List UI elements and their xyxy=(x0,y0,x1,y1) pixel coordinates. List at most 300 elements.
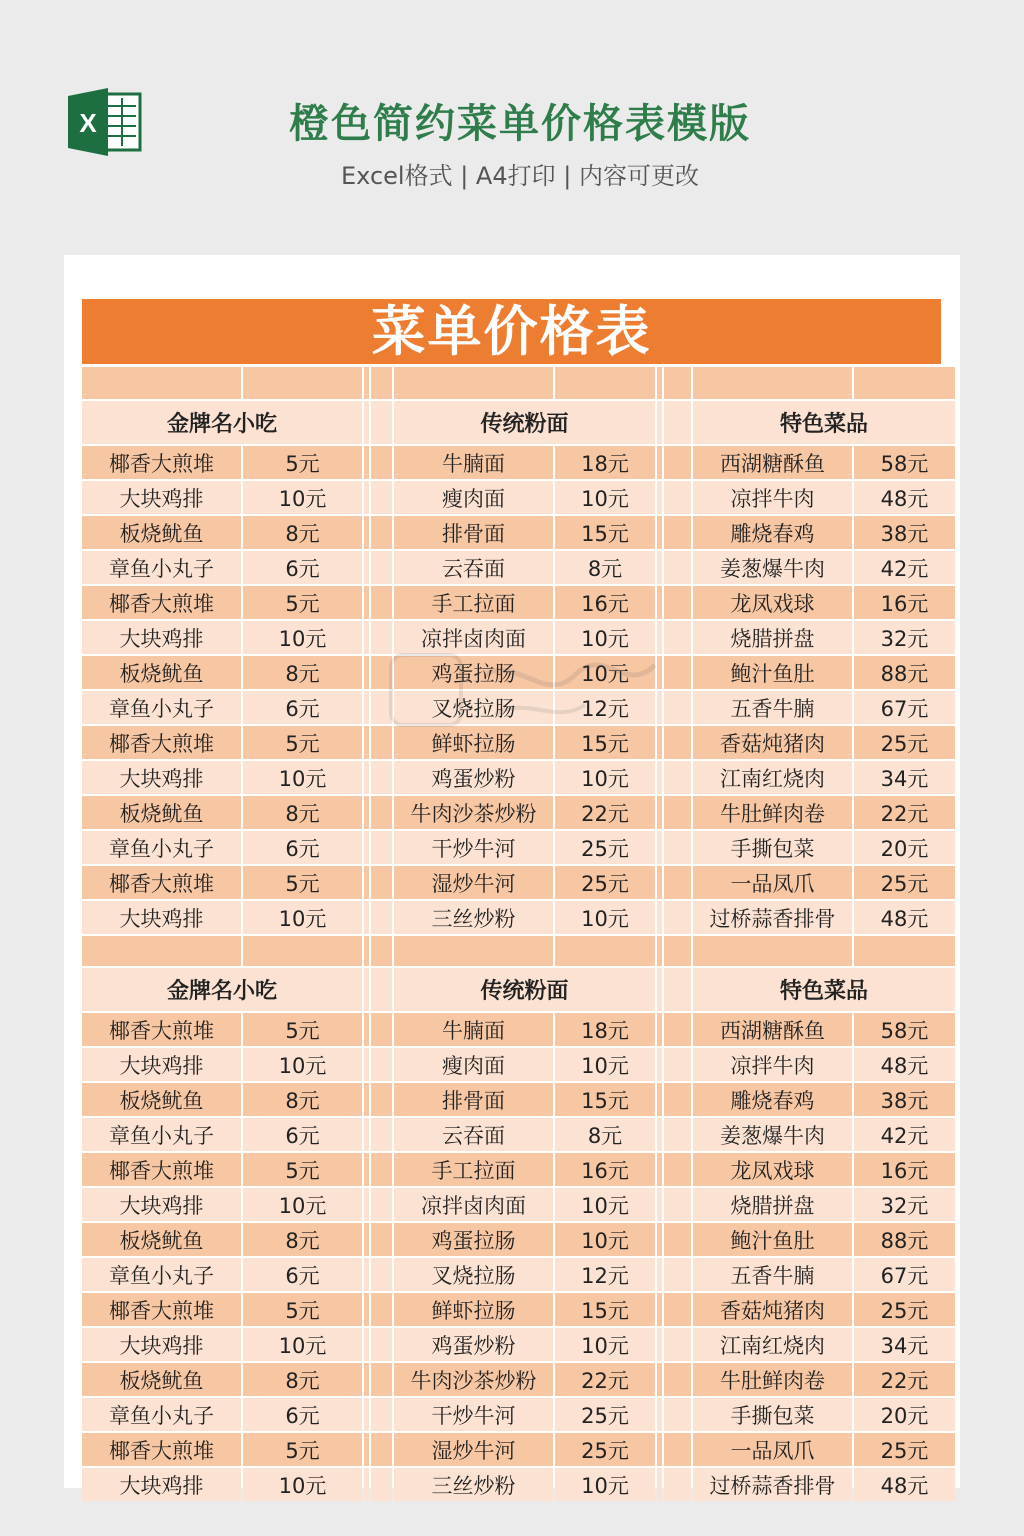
dish-price: 8元 xyxy=(555,1118,655,1151)
dish-name: 五香牛腩 xyxy=(693,1258,852,1291)
dish-name: 手撕包菜 xyxy=(693,1398,852,1431)
dish-price: 34元 xyxy=(854,1328,955,1361)
dish-name: 牛肚鲜肉卷 xyxy=(693,1363,852,1396)
spacer-cell xyxy=(664,1083,691,1116)
dish-name: 板烧鱿鱼 xyxy=(82,516,241,549)
spacer-cell xyxy=(371,796,392,829)
dish-name: 板烧鱿鱼 xyxy=(82,1363,241,1396)
dish-name: 椰香大煎堆 xyxy=(82,866,241,899)
spacer-cell xyxy=(664,1153,691,1186)
dish-name: 椰香大煎堆 xyxy=(82,1293,241,1326)
spacer-cell xyxy=(364,1013,369,1046)
dish-name: 鲜虾拉肠 xyxy=(394,726,553,759)
dish-name: 雕烧春鸡 xyxy=(693,1083,852,1116)
dish-price: 10元 xyxy=(555,1328,655,1361)
dish-price: 5元 xyxy=(243,726,362,759)
spacer-cell xyxy=(371,691,392,724)
spacer-cell xyxy=(364,621,369,654)
dish-price: 88元 xyxy=(854,1223,955,1256)
spacer-cell xyxy=(364,691,369,724)
blank-cell xyxy=(657,367,662,399)
dish-name: 鸡蛋拉肠 xyxy=(394,1223,553,1256)
spacer-cell xyxy=(364,968,369,1011)
dish-price: 12元 xyxy=(555,691,655,724)
dish-price: 22元 xyxy=(854,796,955,829)
menu-price-table xyxy=(82,367,942,1498)
dish-name: 章鱼小丸子 xyxy=(82,1118,241,1151)
page-subtitle: Excel格式 | A4打印 | 内容可更改 xyxy=(341,162,699,190)
dish-name: 三丝炒粉 xyxy=(394,1468,553,1501)
dish-name: 龙凤戏球 xyxy=(693,586,852,619)
dish-price: 32元 xyxy=(854,621,955,654)
dish-price: 15元 xyxy=(555,1083,655,1116)
dish-name: 过桥蒜香排骨 xyxy=(693,1468,852,1501)
dish-price: 25元 xyxy=(854,1433,955,1466)
dish-name: 江南红烧肉 xyxy=(693,1328,852,1361)
spacer-cell xyxy=(657,1118,662,1151)
dish-name: 大块鸡排 xyxy=(82,1468,241,1501)
spacer-cell xyxy=(364,1328,369,1361)
spacer-cell xyxy=(657,446,662,479)
dish-price: 8元 xyxy=(555,551,655,584)
spacer-cell xyxy=(364,1363,369,1396)
spacer-cell xyxy=(364,586,369,619)
spacer-cell xyxy=(371,726,392,759)
dish-price: 5元 xyxy=(243,586,362,619)
dish-price: 22元 xyxy=(854,1363,955,1396)
spacer-cell xyxy=(371,1398,392,1431)
spacer-cell xyxy=(657,1153,662,1186)
spacer-cell xyxy=(664,481,691,514)
dish-name: 手撕包菜 xyxy=(693,831,852,864)
spacer-cell xyxy=(364,1223,369,1256)
blank-cell xyxy=(243,367,362,399)
dish-name: 西湖糖酥鱼 xyxy=(693,446,852,479)
blank-cell xyxy=(371,367,392,399)
spacer-cell xyxy=(664,831,691,864)
dish-price: 10元 xyxy=(555,761,655,794)
spacer-cell xyxy=(657,1083,662,1116)
dish-name: 五香牛腩 xyxy=(693,691,852,724)
dish-name: 牛肉沙茶炒粉 xyxy=(394,796,553,829)
dish-price: 42元 xyxy=(854,551,955,584)
dish-name: 江南红烧肉 xyxy=(693,761,852,794)
dish-name: 鲍汁鱼肚 xyxy=(693,656,852,689)
spacer-cell xyxy=(371,761,392,794)
dish-price: 48元 xyxy=(854,481,955,514)
dish-name: 干炒牛河 xyxy=(394,1398,553,1431)
dish-price: 20元 xyxy=(854,1398,955,1431)
spacer-cell xyxy=(657,1293,662,1326)
dish-price: 5元 xyxy=(243,1153,362,1186)
spacer-cell xyxy=(657,551,662,584)
spacer-cell xyxy=(657,1433,662,1466)
dish-price: 10元 xyxy=(243,761,362,794)
dish-price: 34元 xyxy=(854,761,955,794)
dish-name: 烧腊拼盘 xyxy=(693,621,852,654)
menu-banner-title: 菜单价格表 xyxy=(82,299,941,364)
dish-price: 10元 xyxy=(555,1468,655,1501)
dish-price: 8元 xyxy=(243,796,362,829)
dish-name: 椰香大煎堆 xyxy=(82,726,241,759)
dish-price: 8元 xyxy=(243,516,362,549)
dish-price: 10元 xyxy=(243,1048,362,1081)
spacer-cell xyxy=(371,551,392,584)
dish-price: 10元 xyxy=(555,1223,655,1256)
spacer-cell xyxy=(664,621,691,654)
dish-price: 10元 xyxy=(243,901,362,934)
dish-name: 椰香大煎堆 xyxy=(82,1013,241,1046)
spacer-cell xyxy=(664,901,691,934)
spacer-cell xyxy=(364,1188,369,1221)
dish-name: 大块鸡排 xyxy=(82,1048,241,1081)
spacer-cell xyxy=(364,1048,369,1081)
blank-cell xyxy=(664,936,691,966)
spacer-cell xyxy=(371,1048,392,1081)
dish-price: 8元 xyxy=(243,1223,362,1256)
spacer-cell xyxy=(371,1468,392,1501)
dish-price: 10元 xyxy=(555,621,655,654)
spacer-cell xyxy=(657,401,662,444)
dish-price: 42元 xyxy=(854,1118,955,1151)
excel-logo-icon xyxy=(68,88,142,156)
spacer-cell xyxy=(664,1188,691,1221)
dish-price: 38元 xyxy=(854,1083,955,1116)
dish-name: 鲍汁鱼肚 xyxy=(693,1223,852,1256)
dish-name: 香菇炖猪肉 xyxy=(693,1293,852,1326)
dish-name: 云吞面 xyxy=(394,551,553,584)
dish-name: 凉拌卤肉面 xyxy=(394,1188,553,1221)
spacer-cell xyxy=(371,1223,392,1256)
dish-name: 章鱼小丸子 xyxy=(82,691,241,724)
category-header: 金牌名小吃 xyxy=(82,968,362,1011)
spacer-cell xyxy=(371,516,392,549)
spacer-cell xyxy=(364,796,369,829)
spacer-cell xyxy=(364,446,369,479)
dish-price: 5元 xyxy=(243,866,362,899)
dish-name: 一品凤爪 xyxy=(693,1433,852,1466)
dish-name: 板烧鱿鱼 xyxy=(82,796,241,829)
dish-price: 6元 xyxy=(243,691,362,724)
spacer-cell xyxy=(364,481,369,514)
dish-price: 6元 xyxy=(243,831,362,864)
page-title: 橙色简约菜单价格表模版 xyxy=(289,101,751,147)
spacer-cell xyxy=(657,1048,662,1081)
dish-price: 5元 xyxy=(243,1013,362,1046)
blank-cell xyxy=(854,367,955,399)
dish-name: 干炒牛河 xyxy=(394,831,553,864)
dish-name: 姜葱爆牛肉 xyxy=(693,1118,852,1151)
blank-cell xyxy=(82,936,241,966)
spacer-cell xyxy=(657,1223,662,1256)
spacer-cell xyxy=(664,1258,691,1291)
dish-price: 15元 xyxy=(555,726,655,759)
spacer-cell xyxy=(371,401,392,444)
spacer-cell xyxy=(371,866,392,899)
dish-name: 烧腊拼盘 xyxy=(693,1188,852,1221)
spacer-cell xyxy=(657,796,662,829)
dish-name: 手工拉面 xyxy=(394,586,553,619)
dish-price: 48元 xyxy=(854,1468,955,1501)
dish-name: 雕烧春鸡 xyxy=(693,516,852,549)
dish-price: 8元 xyxy=(243,656,362,689)
dish-name: 椰香大煎堆 xyxy=(82,1433,241,1466)
dish-price: 15元 xyxy=(555,516,655,549)
blank-cell xyxy=(371,936,392,966)
dish-name: 凉拌卤肉面 xyxy=(394,621,553,654)
dish-price: 10元 xyxy=(243,481,362,514)
spacer-cell xyxy=(371,901,392,934)
spacer-cell xyxy=(657,656,662,689)
dish-price: 18元 xyxy=(555,446,655,479)
dish-price: 5元 xyxy=(243,1293,362,1326)
spacer-cell xyxy=(371,831,392,864)
spacer-cell xyxy=(364,1258,369,1291)
spacer-cell xyxy=(664,1013,691,1046)
excel-logo-letter: X xyxy=(79,108,97,138)
dish-name: 瘦肉面 xyxy=(394,1048,553,1081)
dish-name: 大块鸡排 xyxy=(82,1188,241,1221)
spacer-cell xyxy=(371,656,392,689)
spacer-cell xyxy=(364,761,369,794)
blank-cell xyxy=(664,367,691,399)
spacer-cell xyxy=(657,1398,662,1431)
spacer-cell xyxy=(664,656,691,689)
blank-cell xyxy=(555,367,655,399)
spacer-cell xyxy=(364,516,369,549)
blank-cell xyxy=(657,936,662,966)
spacer-cell xyxy=(664,1363,691,1396)
spacer-cell xyxy=(371,1433,392,1466)
blank-cell xyxy=(693,367,852,399)
dish-name: 三丝炒粉 xyxy=(394,901,553,934)
dish-price: 22元 xyxy=(555,1363,655,1396)
dish-price: 10元 xyxy=(243,621,362,654)
dish-name: 凉拌牛肉 xyxy=(693,481,852,514)
dish-price: 18元 xyxy=(555,1013,655,1046)
blank-cell xyxy=(394,936,553,966)
dish-name: 章鱼小丸子 xyxy=(82,1398,241,1431)
spacer-cell xyxy=(371,968,392,1011)
spacer-cell xyxy=(657,866,662,899)
spacer-cell xyxy=(664,726,691,759)
header xyxy=(0,0,1024,250)
dish-name: 姜葱爆牛肉 xyxy=(693,551,852,584)
spacer-cell xyxy=(371,446,392,479)
dish-price: 67元 xyxy=(854,691,955,724)
dish-price: 32元 xyxy=(854,1188,955,1221)
spacer-cell xyxy=(664,968,691,1011)
spacer-cell xyxy=(657,1468,662,1501)
dish-name: 大块鸡排 xyxy=(82,901,241,934)
dish-name: 椰香大煎堆 xyxy=(82,446,241,479)
dish-price: 6元 xyxy=(243,551,362,584)
blank-cell xyxy=(82,367,241,399)
dish-price: 67元 xyxy=(854,1258,955,1291)
dish-name: 瘦肉面 xyxy=(394,481,553,514)
spacer-cell xyxy=(657,1258,662,1291)
dish-price: 10元 xyxy=(243,1188,362,1221)
dish-price: 48元 xyxy=(854,901,955,934)
dish-name: 鸡蛋炒粉 xyxy=(394,1328,553,1361)
dish-price: 58元 xyxy=(854,1013,955,1046)
dish-name: 章鱼小丸子 xyxy=(82,831,241,864)
spacer-cell xyxy=(657,1188,662,1221)
blank-cell xyxy=(364,367,369,399)
spacer-cell xyxy=(371,1293,392,1326)
dish-name: 香菇炖猪肉 xyxy=(693,726,852,759)
spacer-cell xyxy=(364,866,369,899)
spacer-cell xyxy=(371,1153,392,1186)
dish-name: 鲜虾拉肠 xyxy=(394,1293,553,1326)
blank-cell xyxy=(555,936,655,966)
dish-price: 10元 xyxy=(555,656,655,689)
dish-name: 板烧鱿鱼 xyxy=(82,656,241,689)
dish-name: 叉烧拉肠 xyxy=(394,1258,553,1291)
dish-price: 16元 xyxy=(555,586,655,619)
spacer-cell xyxy=(364,831,369,864)
dish-price: 5元 xyxy=(243,446,362,479)
category-header: 金牌名小吃 xyxy=(82,401,362,444)
dish-price: 16元 xyxy=(854,586,955,619)
spacer-cell xyxy=(664,401,691,444)
dish-price: 10元 xyxy=(243,1468,362,1501)
dish-name: 牛肉沙茶炒粉 xyxy=(394,1363,553,1396)
dish-name: 叉烧拉肠 xyxy=(394,691,553,724)
spacer-cell xyxy=(657,516,662,549)
dish-price: 25元 xyxy=(555,1433,655,1466)
spacer-cell xyxy=(371,1363,392,1396)
dish-price: 10元 xyxy=(243,1328,362,1361)
dish-name: 手工拉面 xyxy=(394,1153,553,1186)
dish-price: 38元 xyxy=(854,516,955,549)
dish-price: 5元 xyxy=(243,1433,362,1466)
spacer-cell xyxy=(664,796,691,829)
spacer-cell xyxy=(657,968,662,1011)
dish-name: 大块鸡排 xyxy=(82,1328,241,1361)
dish-name: 湿炒牛河 xyxy=(394,1433,553,1466)
category-header: 传统粉面 xyxy=(394,401,655,444)
spacer-cell xyxy=(664,1328,691,1361)
dish-price: 10元 xyxy=(555,901,655,934)
dish-name: 牛肚鲜肉卷 xyxy=(693,796,852,829)
spacer-cell xyxy=(657,481,662,514)
dish-price: 16元 xyxy=(854,1153,955,1186)
spacer-cell xyxy=(371,1083,392,1116)
spacer-cell xyxy=(664,551,691,584)
blank-cell xyxy=(394,367,553,399)
dish-name: 鸡蛋拉肠 xyxy=(394,656,553,689)
spacer-cell xyxy=(371,481,392,514)
dish-name: 龙凤戏球 xyxy=(693,1153,852,1186)
spacer-cell xyxy=(364,1083,369,1116)
category-header: 特色菜品 xyxy=(693,401,955,444)
spacer-cell xyxy=(364,1433,369,1466)
dish-name: 牛腩面 xyxy=(394,1013,553,1046)
category-header: 特色菜品 xyxy=(693,968,955,1011)
dish-name: 椰香大煎堆 xyxy=(82,1153,241,1186)
spacer-cell xyxy=(364,401,369,444)
dish-name: 云吞面 xyxy=(394,1118,553,1151)
dish-price: 88元 xyxy=(854,656,955,689)
dish-name: 牛腩面 xyxy=(394,446,553,479)
dish-name: 章鱼小丸子 xyxy=(82,1258,241,1291)
dish-price: 8元 xyxy=(243,1363,362,1396)
dish-name: 大块鸡排 xyxy=(82,481,241,514)
spacer-cell xyxy=(364,1468,369,1501)
dish-price: 15元 xyxy=(555,1293,655,1326)
blank-cell xyxy=(243,936,362,966)
spacer-cell xyxy=(664,1398,691,1431)
dish-price: 6元 xyxy=(243,1118,362,1151)
dish-name: 鸡蛋炒粉 xyxy=(394,761,553,794)
dish-name: 板烧鱿鱼 xyxy=(82,1223,241,1256)
spacer-cell xyxy=(371,1258,392,1291)
dish-name: 章鱼小丸子 xyxy=(82,551,241,584)
dish-price: 48元 xyxy=(854,1048,955,1081)
dish-price: 16元 xyxy=(555,1153,655,1186)
spacer-cell xyxy=(664,516,691,549)
spacer-cell xyxy=(657,1363,662,1396)
spacer-cell xyxy=(664,866,691,899)
spacer-cell xyxy=(371,621,392,654)
dish-name: 板烧鱿鱼 xyxy=(82,1083,241,1116)
spacer-cell xyxy=(371,1013,392,1046)
spacer-cell xyxy=(657,621,662,654)
spacer-cell xyxy=(657,691,662,724)
spacer-cell xyxy=(657,726,662,759)
spacer-cell xyxy=(657,761,662,794)
dish-price: 20元 xyxy=(854,831,955,864)
spacer-cell xyxy=(364,1118,369,1151)
dish-price: 8元 xyxy=(243,1083,362,1116)
dish-price: 12元 xyxy=(555,1258,655,1291)
spacer-cell xyxy=(364,1398,369,1431)
dish-price: 22元 xyxy=(555,796,655,829)
category-header: 传统粉面 xyxy=(394,968,655,1011)
dish-name: 椰香大煎堆 xyxy=(82,586,241,619)
spacer-cell xyxy=(664,761,691,794)
spacer-cell xyxy=(364,1293,369,1326)
spacer-cell xyxy=(364,656,369,689)
spacer-cell xyxy=(371,1328,392,1361)
spacer-cell xyxy=(664,1433,691,1466)
blank-cell xyxy=(854,936,955,966)
dish-name: 排骨面 xyxy=(394,1083,553,1116)
dish-price: 10元 xyxy=(555,481,655,514)
spacer-cell xyxy=(657,1328,662,1361)
spacer-cell xyxy=(364,726,369,759)
spacer-cell xyxy=(664,1293,691,1326)
dish-name: 过桥蒜香排骨 xyxy=(693,901,852,934)
spacer-cell xyxy=(364,1153,369,1186)
spacer-cell xyxy=(657,586,662,619)
spacer-cell xyxy=(664,586,691,619)
dish-price: 10元 xyxy=(555,1188,655,1221)
dish-price: 6元 xyxy=(243,1258,362,1291)
dish-price: 25元 xyxy=(854,726,955,759)
spacer-cell xyxy=(664,1223,691,1256)
spacer-cell xyxy=(371,1118,392,1151)
dish-price: 58元 xyxy=(854,446,955,479)
blank-cell xyxy=(364,936,369,966)
blank-cell xyxy=(693,936,852,966)
dish-name: 凉拌牛肉 xyxy=(693,1048,852,1081)
spacer-cell xyxy=(664,446,691,479)
dish-name: 大块鸡排 xyxy=(82,761,241,794)
dish-name: 一品凤爪 xyxy=(693,866,852,899)
spacer-cell xyxy=(664,1468,691,1501)
